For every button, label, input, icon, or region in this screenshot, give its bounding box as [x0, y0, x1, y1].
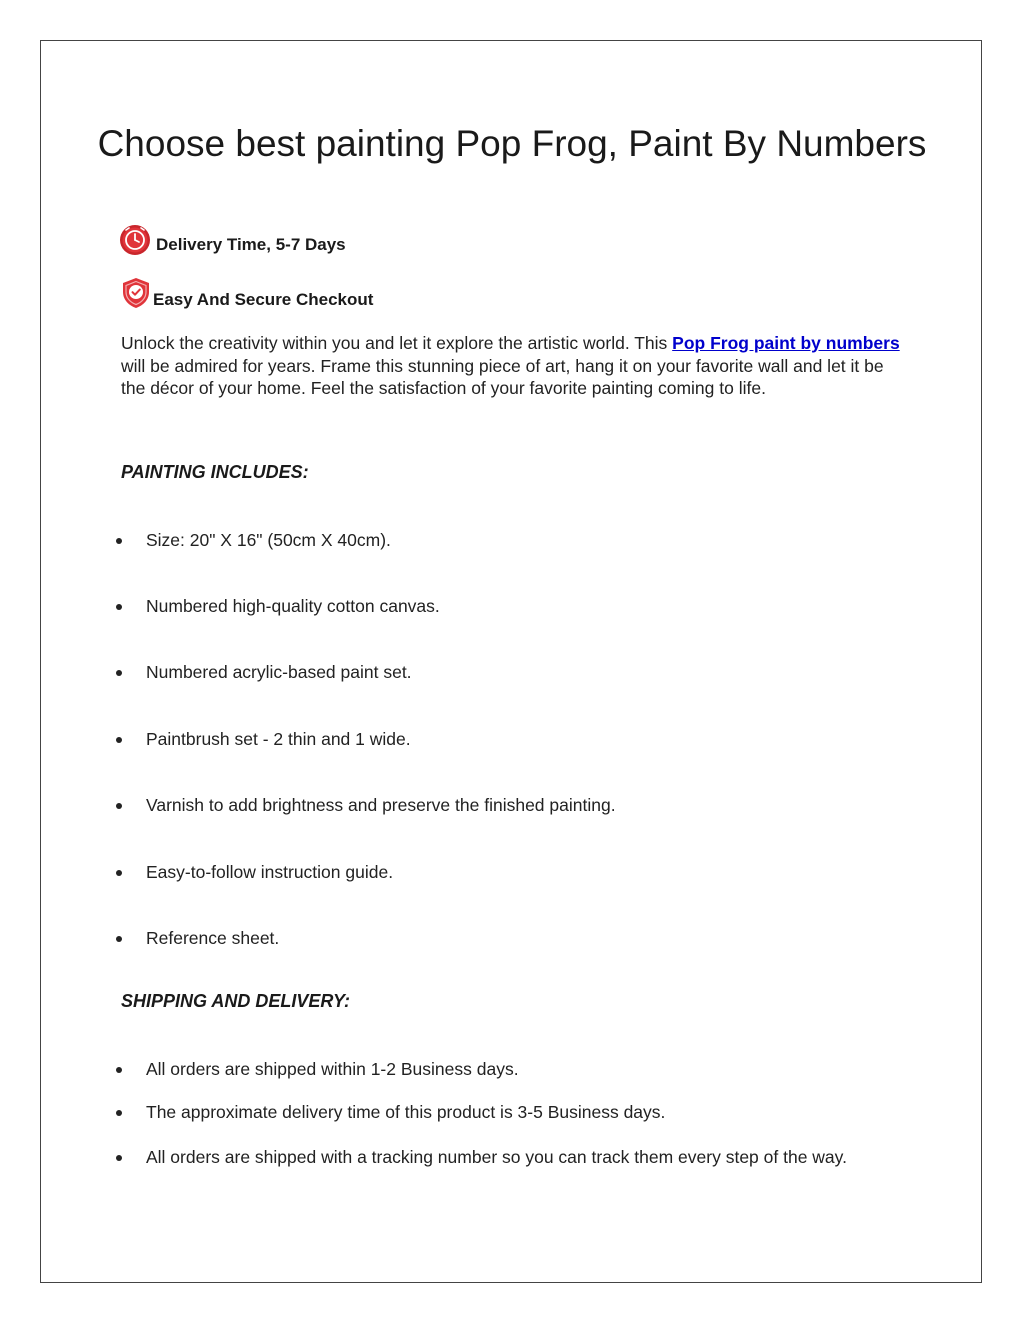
bullet-icon [116, 1067, 122, 1073]
clock-icon [119, 224, 151, 256]
delivery-time-feature [119, 224, 346, 256]
bullet-icon [116, 1110, 122, 1116]
bullet-icon [116, 538, 122, 544]
bullet-icon [116, 936, 122, 942]
shield-check-icon [121, 277, 151, 309]
bullet-icon [116, 870, 122, 876]
intro-text-before: Unlock the creativity within you and let it explore the artistic world. This [121, 333, 673, 353]
intro-paragraph [121, 332, 911, 400]
bullet-icon [116, 803, 122, 809]
bullet-icon [116, 737, 122, 743]
shipping-delivery-heading: SHIPPING AND DELIVERY: [121, 991, 351, 1011]
bullet-icon [116, 670, 122, 676]
bullet-icon [116, 1155, 122, 1161]
product-link[interactable]: Pop Frog paint by numbers [672, 333, 900, 353]
intro-text-after: will be admired for years. Frame this stunning piece of art, hang it on your favorite wall and let it be the décor of your home. Feel the satisfaction of your favorite painting coming to life. [121, 355, 884, 398]
secure-checkout-feature [121, 277, 373, 309]
painting-includes-heading: PAINTING INCLUDES: [121, 462, 309, 482]
secure-checkout-label: Easy And Secure Checkout [153, 290, 374, 309]
page-title: Choose best painting Pop Frog, Paint By Numbers [97, 123, 927, 164]
delivery-time-label: Delivery Time, 5-7 Days [156, 235, 346, 254]
bullet-icon [116, 604, 122, 610]
